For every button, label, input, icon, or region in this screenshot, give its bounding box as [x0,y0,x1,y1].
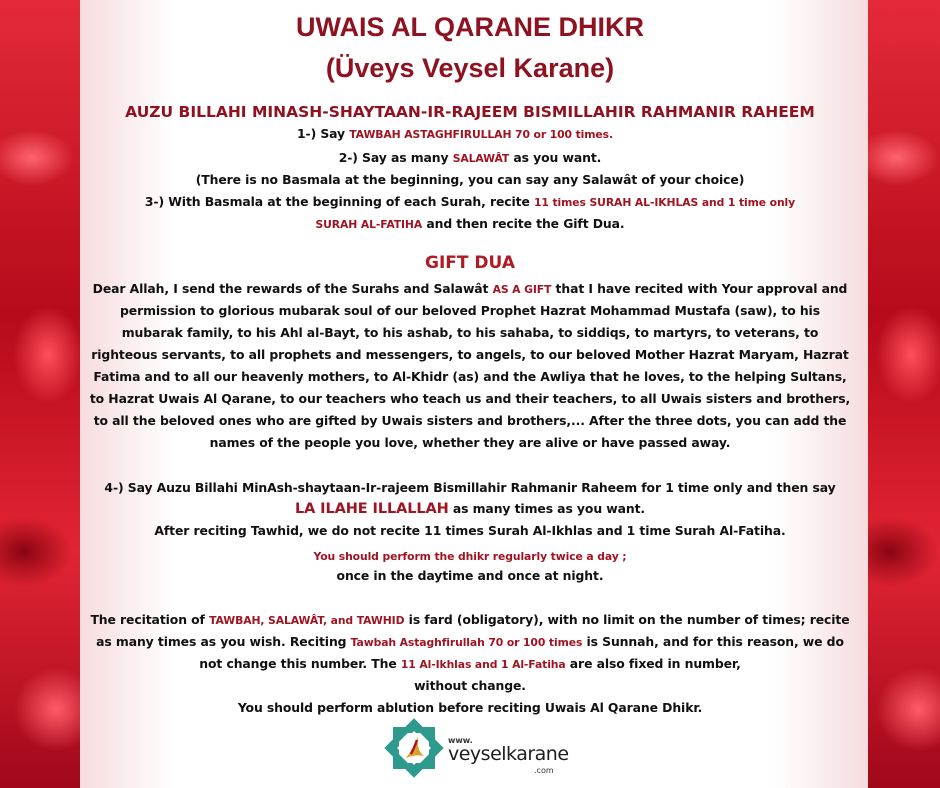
closing-2-highlight: Tawbah Astaghfirullah 70 or 100 times [350,636,583,649]
page-subtitle: (Üveys Veysel Karane) [325,53,615,83]
step-1-highlight: TAWBAH ASTAGHFIRULLAH 70 or 100 times. [349,128,613,141]
gift-line: Fatima and to all our heavenly mothers, to Al-Khidr (as) and the Awliya that he loves, to the helping Sultans, [93,369,847,384]
logo-com: .com [534,766,554,775]
gift-line-1-prefix: Dear Allah, I send the rewards of the Surahs and Salawât [92,281,489,296]
gift-line-1-suffix: that I have recited with Your approval and [555,281,848,296]
step-2-suffix: as you want. [513,150,602,165]
step-4-line-1: 4-) Say Auzu Billahi MinAsh-shaytaan-Ir-rajeem Bismillahir Rahmanir Raheem for 1 time only and then say [104,480,836,495]
step-3-highlight-1: 11 times SURAH AL-IKHLAS and 1 time only [534,196,796,209]
step-1-prefix: 1-) Say [297,126,346,141]
step-2-highlight: SALAWÂT [452,152,510,165]
step-2-note: (There is no Basmala at the beginning, you can say any Salawât of your choice) [195,172,745,187]
closing-3-highlight: 11 Al-Ikhlas and 1 Al-Fatiha [400,658,566,671]
closing-line-2 [0,634,940,649]
closing-2-suffix: is Sunnah, and for this reason, we do [586,634,844,649]
step-3-suffix: and then recite the Gift Dua. [426,216,625,231]
step-4-highlight: LA ILAHE ILLALLAH [294,501,449,517]
closing-line-1 [0,612,940,627]
step-4-suffix: as many times as you want. [452,501,646,516]
closing-2-prefix: as many times as you wish. Reciting [96,634,347,649]
step-3-line-2 [0,216,940,231]
logo-www: www. [448,736,473,745]
regular-line-2: once in the daytime and once at night. [336,568,604,583]
closing-3-suffix: are also fixed in number, [569,656,741,671]
step-4-line-3: After reciting Tawhid, we do not recite 11 times Surah Al-Ikhlas and 1 time Surah Al-Fatiha. [154,523,786,538]
gift-line: righteous servants, to all prophets and messengers, to angels, to our beloved Mother Hazrat Maryam, Hazrat [91,347,849,362]
step-2-prefix: 2-) Say as many [338,150,449,165]
step-3-prefix: 3-) With Basmala at the beginning of each Surah, recite [144,194,530,209]
closing-3-prefix: not change this number. The [199,656,397,671]
gift-line: to Hazrat Uwais Al Qarane, to our teachers who teach us and their teachers, to all Uwais sisters and brothers, [89,391,851,406]
gift-line-1 [0,281,940,296]
gift-line: to all the beloved ones who are gifted by Uwais sisters and brothers,... After the three dots, you can add the [93,413,847,428]
step-1 [0,126,925,141]
step-3-line-1 [0,194,940,209]
regular-line-1 [0,548,940,563]
gift-line: mubarak family, to his Ahl al-Bayt, to his ashab, to his sahaba, to siddiqs, to martyrs, to veterans, to [121,325,819,340]
closing-line-4: without change. [414,678,526,693]
step-3-highlight-2: SURAH AL-FATIHA [315,218,423,231]
step-2 [0,150,940,165]
gift-highlight: AS A GIFT [492,283,552,296]
gift-line: permission to glorious mubarak soul of our beloved Prophet Hazrat Mohammad Mustafa (saw), to his [120,303,820,318]
logo-name: veyselkarane [448,743,569,765]
gift-dua-heading: GIFT DUA [425,253,515,273]
opening-line: AUZU BILLAHI MINASH-SHAYTAAN-IR-RAJEEM BISMILLAHIR RAHMANIR RAHEEM [125,103,815,121]
closing-line-5: You should perform ablution before reciting Uwais Al Qarane Dhikr. [237,700,703,715]
closing-1-suffix: is fard (obligatory), with no limit on the number of times; recite [408,612,850,627]
page-title: UWAIS AL QARANE DHIKR [295,12,644,42]
closing-1-prefix: The recitation of [90,612,205,627]
gift-line: names of the people you love, whether they are alive or have passed away. [209,435,731,450]
closing-1-highlight: TAWBAH, SALAWÂT, and TAWHID [209,614,405,627]
step-4-line-2 [0,501,940,517]
regular-highlight: You should perform the dhikr regularly twice a day ; [313,550,627,563]
veyselkarane-logo-icon [384,718,444,778]
closing-line-3 [0,656,940,671]
